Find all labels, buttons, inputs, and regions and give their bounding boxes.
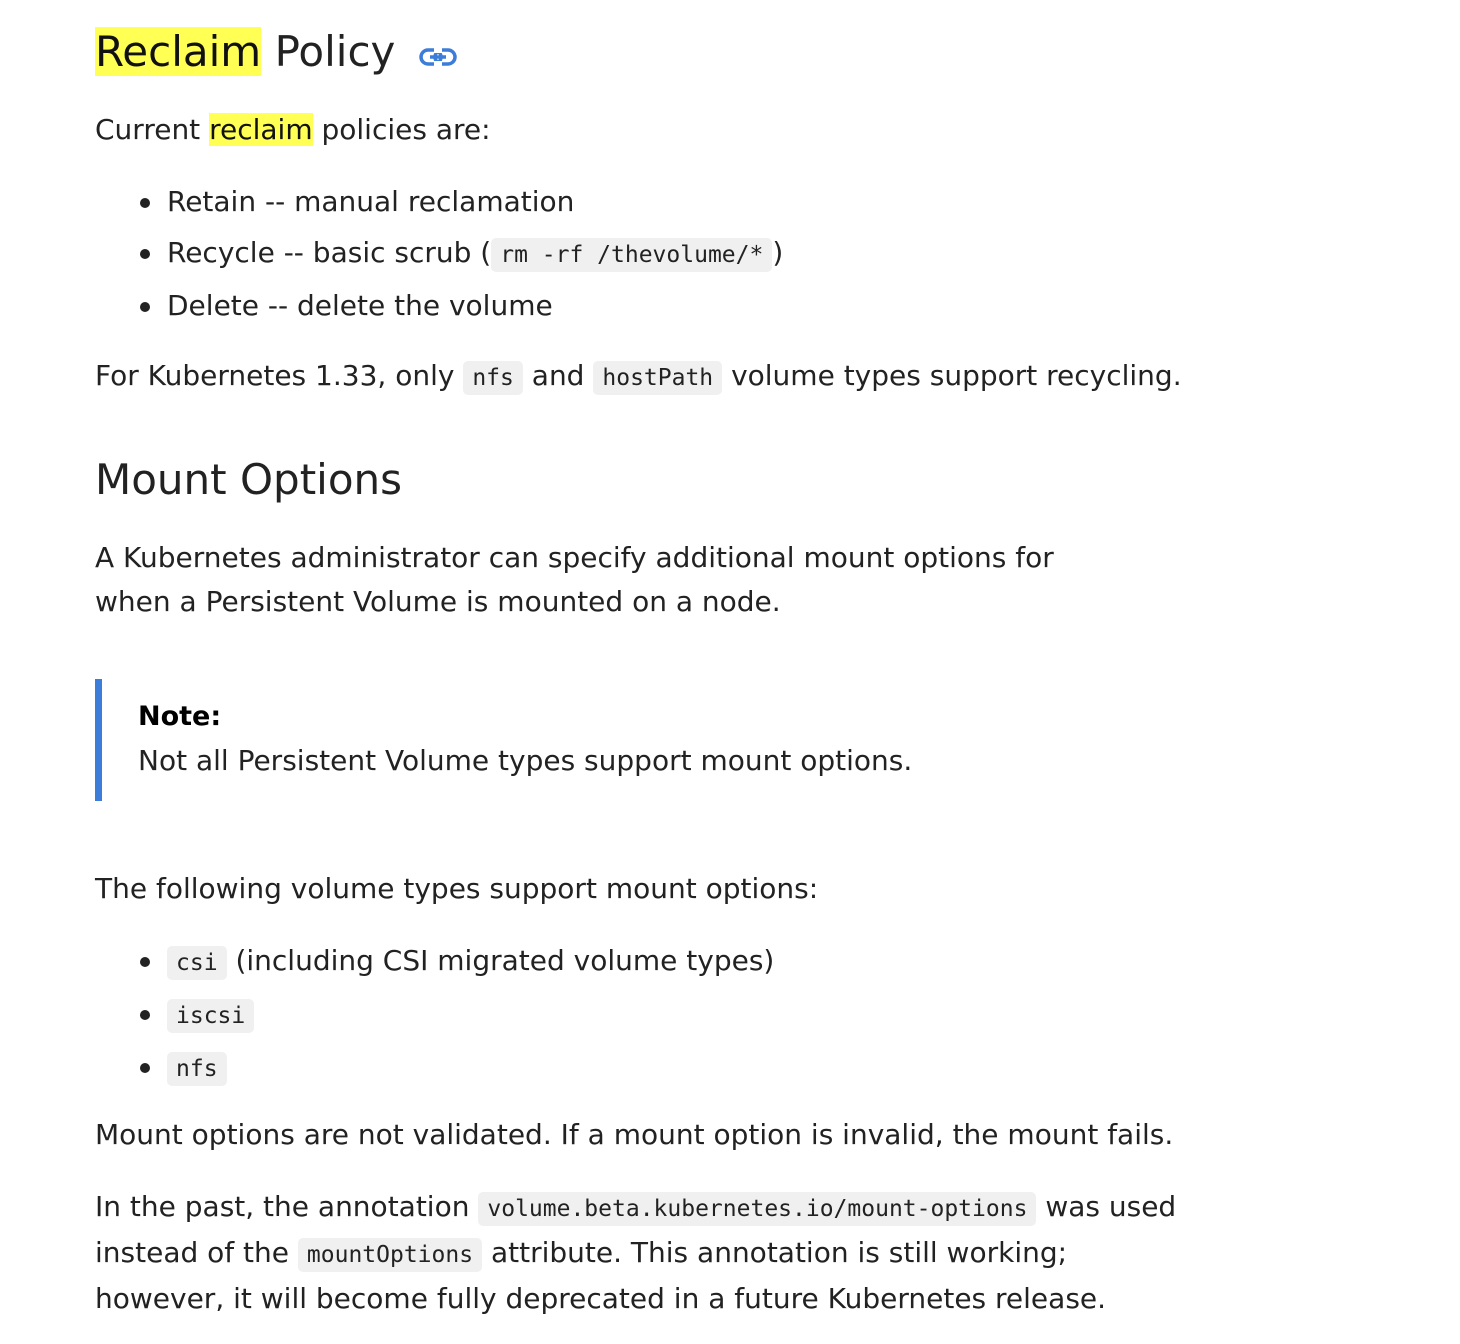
list-item — [167, 1045, 1267, 1091]
inline-code: mountOptions — [298, 1238, 482, 1272]
mount-validation: Mount options are not validated. If a mount option is invalid, the mount fails. — [95, 1118, 1174, 1151]
note-callout — [95, 679, 1138, 801]
inline-code: rm -rf /thevolume/* — [491, 238, 772, 272]
note-text: Not all Persistent Volume types support mount options. — [138, 744, 913, 777]
reclaim-policies-list — [95, 180, 1267, 328]
reclaim-intro: Current reclaim policies are: — [95, 113, 491, 146]
mount-options-heading: Mount Options — [95, 455, 403, 504]
inline-code: iscsi — [167, 999, 254, 1033]
list-item: Recycle -- basic scrub ( rm -rf /thevolume/* ) — [167, 231, 1267, 277]
list-item: Retain -- manual reclamation — [167, 180, 1267, 224]
reclaim-policy-heading — [95, 25, 457, 82]
recycling-support: For Kubernetes 1.33, only nfs and hostPath volume types support recycling. — [95, 354, 1182, 400]
mount-annotation-history: In the past, the annotation volume.beta.kubernetes.io/mount-options was used instead of the mountOptions attribute. This annotation is still working; however, it will become fully deprecated in a future Kubernetes release. — [95, 1190, 1177, 1315]
mount-types-intro: The following volume types support mount options: — [95, 872, 819, 905]
inline-code: hostPath — [593, 361, 722, 395]
inline-code: nfs — [167, 1052, 227, 1086]
inline-code: csi — [167, 946, 227, 980]
list-item — [167, 992, 1267, 1038]
link-icon[interactable] — [419, 28, 457, 82]
bullet-icon — [140, 1063, 150, 1073]
list-item: csi (including CSI migrated volume types) — [167, 939, 1267, 985]
heading-text: Policy — [274, 27, 396, 76]
bullet-icon — [140, 1010, 150, 1020]
list-item: Delete -- delete the volume — [167, 284, 1267, 328]
inline-code: volume.beta.kubernetes.io/mount-options — [478, 1192, 1036, 1226]
bullet-icon — [140, 249, 150, 259]
mount-types-list — [95, 939, 1267, 1091]
bullet-icon — [140, 957, 150, 967]
bullet-icon — [140, 198, 150, 208]
inline-code: nfs — [463, 361, 523, 395]
search-highlight: Reclaim — [95, 27, 262, 76]
mount-intro: A Kubernetes administrator can specify additional mount options for when a Persistent Volume is mounted on a node. — [95, 541, 1054, 618]
note-title: Note: — [138, 701, 222, 732]
search-highlight: reclaim — [209, 113, 313, 146]
bullet-icon — [140, 302, 150, 312]
